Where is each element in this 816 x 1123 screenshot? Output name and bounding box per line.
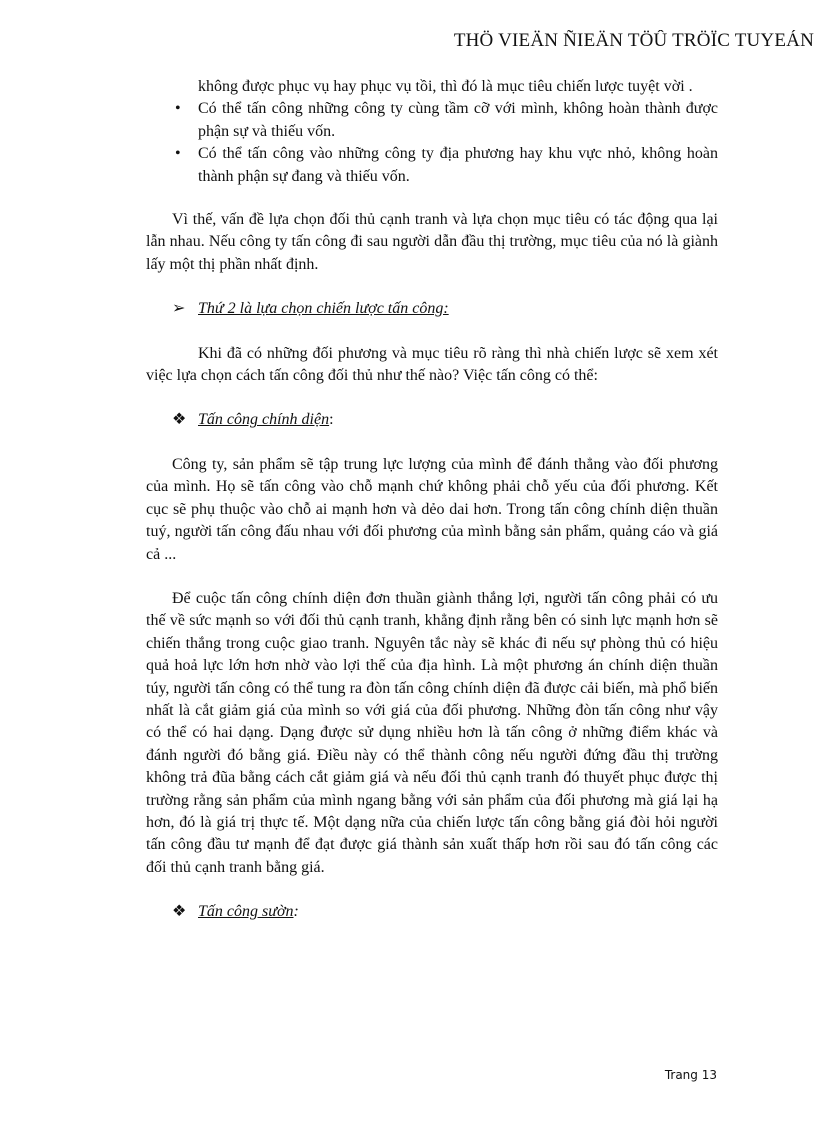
section-heading-text: Thứ 2 là lựa chọn chiến lược tấn công: [198,300,449,318]
subheading-text: Tấn công chính diện [198,411,330,429]
page-number: Trang 13 [664,1068,717,1082]
paragraph-competitor-choice: Vì thế, vấn đề lựa chọn đối thủ cạnh tranh và lựa chọn mục tiêu có tác động qua lại lẫn nhau. Nếu công ty tấn công đi sau người dẫn đầu thị trường, mục tiêu của nó là giành lấy một thị phần nhất định. [146,211,718,273]
list-item-text: Có thể tấn công những công ty cùng tầm cỡ với mình, không hoàn thành được phận sự và thiếu vốn. [198,100,718,140]
bullet-icon: • [175,100,181,118]
list-item-text: Có thể tấn công vào những công ty địa phương hay khu vực nhỏ, không hoàn thành phận sự đang và thiếu vốn. [198,145,718,185]
subheading-text: Tấn công sườn [198,903,294,921]
document-body [146,76,718,924]
subheading-frontal-attack [146,409,718,431]
list-item [146,143,718,188]
subheading-colon: : [329,411,334,429]
page-header [0,30,816,52]
section-heading [146,298,718,320]
subheading-colon: : [293,903,299,921]
list-item [146,98,718,143]
paragraph-frontal-attack: Công ty, sản phẩm sẽ tập trung lực lượng của mình để đánh thẳng vào đối phương của mình. Họ sẽ tấn công vào chỗ mạnh chứ không phải chỗ yếu của đối phương. Kết cục sẽ phụ thuộc vào chỗ ai mạnh hơn và dẻo dai hơn. Trong tấn công chính diện thuần tuý, người tấn công đấu nhau với đối phương của mình bằng sản phẩm, quảng cáo và giá cả ... [146,455,718,563]
paragraph-frontal-detail: Để cuộc tấn công chính diện đơn thuần giành thắng lợi, người tấn công phải có ưu thế về sức mạnh so với đối thủ cạnh tranh, khẳng định rằng bên có sinh lực mạnh hơn sẽ chiến thắng trong cuộc giao tranh. Nguyên tắc này sẽ khác đi nếu sự phòng thủ có hiệu quả hoả lực lớn hơn nhờ vào lợi thế của địa hình. Là một phương án chính diện thuần túy, người tấn công có thể tung ra đòn tấn công chính diện đã được cải biến, mà phổ biến nhất là cắt giảm giá của mình so với giá của đối phương. Những đòn tấn công như vậy có thể có hai dạng. Dạng được sử dụng nhiều hơn là tấn công ở những điểm khác và đánh người đó bằng giá. Điều này có thể thành công nếu người đứng đầu thị trường không trả đũa bằng cách cắt giảm giá và nếu đối thủ cạnh tranh đó thuyết phục được thị trường rằng sản phẩm của mình ngang bằng với sản phẩm của đối phương mà giá lại hạ hơn, đó là giá trị thực tế. Một dạng nữa của chiến lược tấn công bằng giá đòi hỏi người tấn công đầu tư mạnh để đạt được giá thành sản xuất thấp hơn rồi sau đó tấn công các đối thủ cạnh tranh bằng giá. [146,589,718,876]
bullet-icon: • [175,145,181,163]
paragraph-strategy-intro: Khi đã có những đối phương và mục tiêu rõ ràng thì nhà chiến lược sẽ xem xét việc lựa chọn cách tấn công đối thủ như thế nào? Việc tấn công có thể: [146,344,718,385]
bullet-list [146,98,718,188]
arrow-bullet-icon: ➢ [172,300,186,318]
diamond-bullet-icon: ❖ [172,903,187,921]
subheading-flank-attack [146,901,718,923]
header-title: THÖ VIEÄN ÑIEÄN TÖÛ TRÖÏC TUYEÁN [453,30,814,51]
continuation-text: không được phục vụ hay phục vụ tồi, thì đó là mục tiêu chiến lược tuyệt vời . [198,78,693,95]
diamond-bullet-icon: ❖ [172,411,187,429]
